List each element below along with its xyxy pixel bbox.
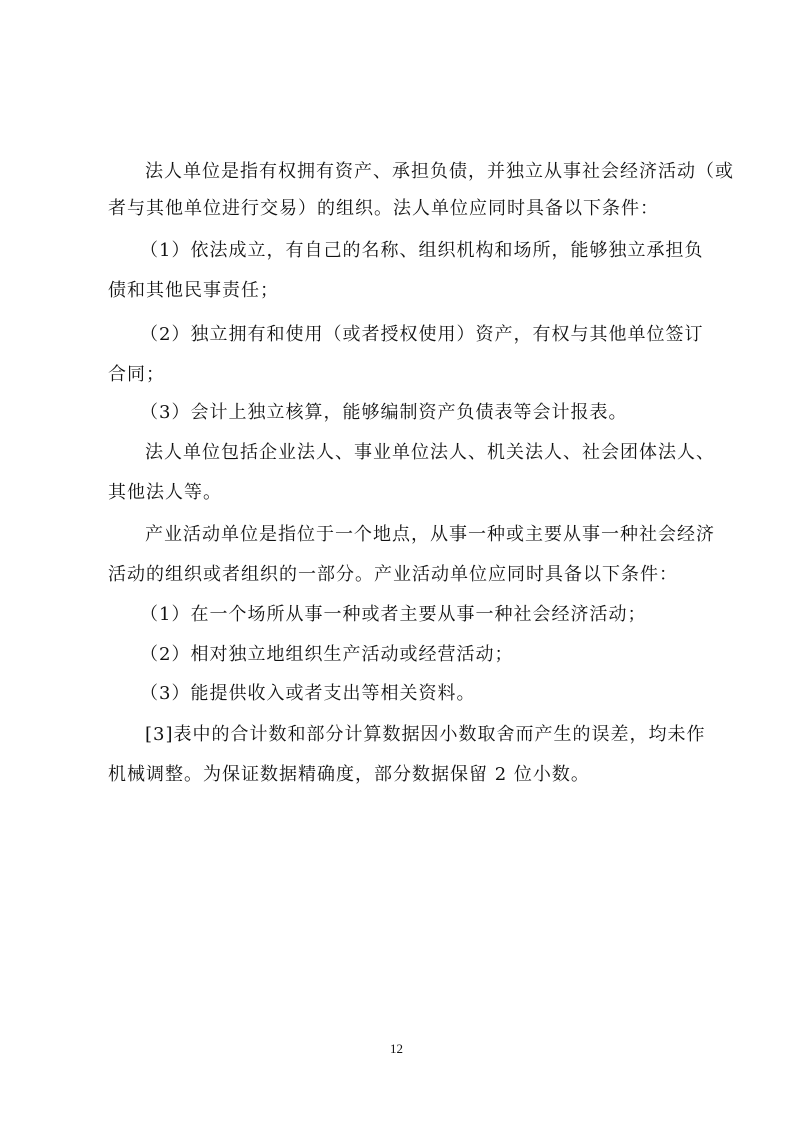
- paragraph-line: 法人单位包括企业法人、事业单位法人、机关法人、社会团体法人、: [145, 442, 715, 463]
- paragraph-line: 债和其他民事责任；: [108, 280, 279, 301]
- paragraph-line: 者与其他单位进行交易）的组织。法人单位应同时具备以下条件：: [108, 198, 659, 219]
- paragraph-line: 合同；: [108, 364, 165, 385]
- paragraph-line: 机械调整。为保证数据精确度，部分数据保留 2 位小数。: [108, 764, 590, 785]
- paragraph-line: 产业活动单位是指位于一个地点，从事一种或主要从事一种社会经济: [145, 524, 715, 545]
- paragraph-line: 法人单位是指有权拥有资产、承担负债，并独立从事社会经济活动（或: [145, 161, 734, 182]
- paragraph-line: （3）会计上独立核算，能够编制资产负债表等会计报表。: [140, 402, 628, 423]
- page-number: 12: [390, 1041, 403, 1056]
- paragraph-line: （2）独立拥有和使用（或者授权使用）资产，有权与其他单位签订: [140, 324, 704, 345]
- paragraph-line: （1）依法成立，有自己的名称、组织机构和场所，能够独立承担负: [140, 240, 704, 261]
- paragraph-line: 其他法人等。: [108, 482, 222, 503]
- paragraph-line: [3]表中的合计数和部分计算数据因小数取舍而产生的误差，均未作: [145, 724, 706, 745]
- paragraph-line: （1）在一个场所从事一种或者主要从事一种社会经济活动；: [140, 604, 647, 625]
- paragraph-line: （3）能提供收入或者支出等相关资料。: [140, 683, 476, 704]
- paragraph-line: 活动的组织或者组织的一部分。产业活动单位应同时具备以下条件：: [108, 564, 678, 585]
- paragraph-line: （2）相对独立地组织生产活动或经营活动；: [140, 644, 514, 665]
